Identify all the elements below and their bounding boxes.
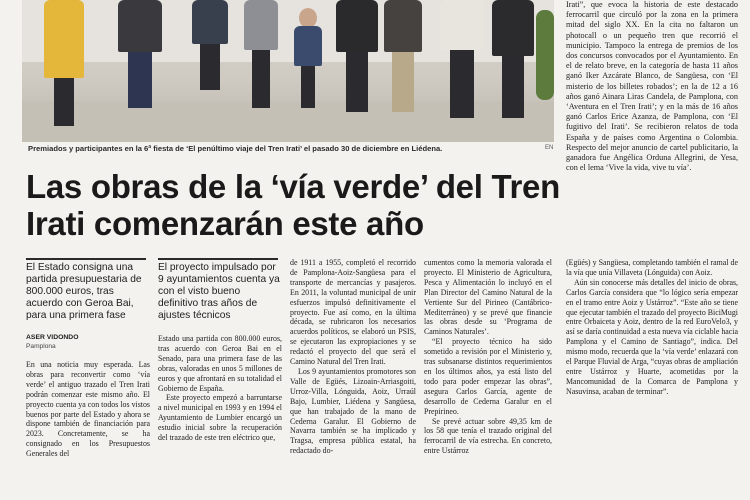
byline-author: ASER VIDONDO: [26, 334, 79, 341]
paragraph: Este proyecto empezó a barruntarse a nivel municipal en 1993 y en 1994 el Ayuntamiento de Lumbier encargó un estudio inicial sobre la recuperación del trazado de este tren eléctrico que,: [158, 393, 282, 443]
body-column-5: [566, 258, 738, 496]
subhead-left: El Estado consigna una partida presupuestaria de 800.000 euros, tras acuerdo con Geroa Bai, para una primera fase: [26, 262, 142, 321]
subhead-rule: [26, 258, 146, 260]
person-figure: [336, 0, 378, 112]
paragraph: de 1911 a 1955, completó el recorrido de Pamplona-Aoiz-Sangüesa para el transporte de mercancías y pasajeros. En 2011, la voluntad municipal de unir esfuerzos impulsó definitivamente el proyecto. Fue así como, en la última década, se rubricaron los necesarios acuerdos políticos, se elaboró un PSIS, se ejecutaron las expropiaciones y se redactó el proyecto del que será el Camino Natural del Tren Irati.: [290, 258, 416, 367]
right-column-paragraph: Irati”, que evoca la historia de este destacado ferrocarril que circuló por la zona en la primera mitad del siglo XX. En la cita no faltaron un photocall o un pequeño tren que recorrió el municipio. Tampoco la entrega de premios de los dos concursos convocados por el Ayuntamiento. En el de relato breve, en la categoría de hasta 11 años ganó Iker Azcárate Blanco, de Sangüesa, con ‘El misterio de los billetes robados’; en la de 12 a 16 años ganó Ainara Liras Candela, de Pamplona, con ‘Aventura en el Tren Irati’; y en la más de 16 años ganó Carlos Erice Azanza, de Pamplona, con ‘El fugitivo del Irati’. Se recibieron relatos de toda España y de países como Argentina o Colombia. Respecto del mejor anuncio de cartel publicitario, la ganadora fue Angélica Orduna Allegrini, de Yesa, con el lema ‘Vive la vida, vive tu vía’.: [566, 0, 738, 173]
paragraph: Los 9 ayuntamientos promotores son Valle de Egüés, Lizoain-Arriasgoiti, Urroz-Villa, Lónguida, Aoiz, Urraúl Bajo, Lumbier, Liédena y Sangüesa, que han trabajado de la mano de Cederna Garalur. El Gobierno de Navarra también se ha implicado y Tragsa, empresa pública estatal, ha redactado do-: [290, 366, 416, 456]
paragraph: En una noticia muy esperada. Las obras para reconvertir como ‘vía verde’ el antiguo trazado el Tren Irati podrán comenzar este mismo año. El proyecto cuenta ya con todos los vistos buenos por parte del Estado y ahora se dispone también de financiación para 2023. Concretamente, se ha consignado en los Presupuestos Generales del: [26, 360, 150, 459]
body-column-4: [424, 258, 552, 496]
paragraph: Se prevé actuar sobre 49,35 km de los 58 que tenía el trazado original del ferrocarril de vía estrecha. En concreto, entre Ustárroz: [424, 416, 552, 456]
person-figure: [294, 8, 322, 108]
photo-credit: EN: [545, 145, 554, 151]
headline: Las obras de la ‘vía verde’ del Tren Irati comenzarán este año: [26, 168, 560, 242]
subhead-right: El proyecto impulsado por 9 ayuntamientos cuenta ya con el visto bueno definitivo tras años de ajustes técnicos: [158, 262, 280, 321]
subhead-rule: [158, 258, 278, 260]
person-figure: [244, 0, 278, 108]
body-column-3: [290, 258, 416, 496]
person-figure: [44, 0, 84, 135]
paragraph: (Egüés) y Sangüesa, completando también el ramal de la vía que unía Villaveta (Lónguida) con Aoiz.: [566, 258, 738, 277]
photo-caption: Premiados y participantes en la 6ª fiesta de ‘El penúltimo viaje del Tren Irati’ el pasado 30 de diciembre en Liédena.: [28, 144, 443, 153]
body-column-2: [158, 334, 282, 496]
person-figure: [440, 0, 484, 118]
news-photo: [22, 0, 554, 142]
byline-place: Pamplona: [26, 343, 56, 350]
person-figure: [192, 0, 228, 90]
plant-decoration: [536, 10, 554, 100]
person-figure: [492, 0, 534, 118]
paragraph: Aún sin conocerse más detalles del inicio de obras, Carlos García considera que “lo lógico sería empezar en el tramo entre Aoiz y Ustárroz”. “Este año se tiene que ejecutar también el trazado del proyecto BiciMugi entre Orbaiceta y Aoiz, dentro de la red EuroVelo3, y así se daría continuidad a esta nueva vía ciclable hacia Pamplona y el Camino de Santiago”, indica. Del mismo modo, recuerda que la ‘vía verde’ enlazará con el Parque Fluvial de Arga, “cuyas obras de ampliación entre Ustárroz y Huarte, acometidas por la Mancomunidad de la Comarca de Pamplona y Nasuvinsa, acaban de terminar”.: [566, 277, 738, 396]
paragraph: cumentos como la memoria valorada el proyecto. El Ministerio de Agricultura, Pesca y Alimentación lo incluyó en el Plan Director del Camino Natural de la Vertiente Sur del Pirineo (Cantábrico-Mediterráneo) y se prevé que financie las obras desde su ‘Programa de Caminos Naturales’.: [424, 258, 552, 337]
paragraph: “El proyecto técnico ha sido sometido a revisión por el Ministerio y, tras subsanarse distintos requerimientos en los últimos años, ya está listo del todo para poder empezar las obras”, asegura Carlos García, agente de desarrollo de Cederna Garalur en el Prepirineo.: [424, 337, 552, 416]
person-figure: [384, 0, 422, 112]
paragraph: Estado una partida con 800.000 euros, tras acuerdo con Geroa Bai en el Senado, para una primera fase de las obras, valoradas en unos 5 millones de euros y que afrontará en su totalidad el Gobierno de España.: [158, 334, 282, 393]
body-column-1: [26, 360, 150, 495]
person-figure: [118, 0, 162, 108]
